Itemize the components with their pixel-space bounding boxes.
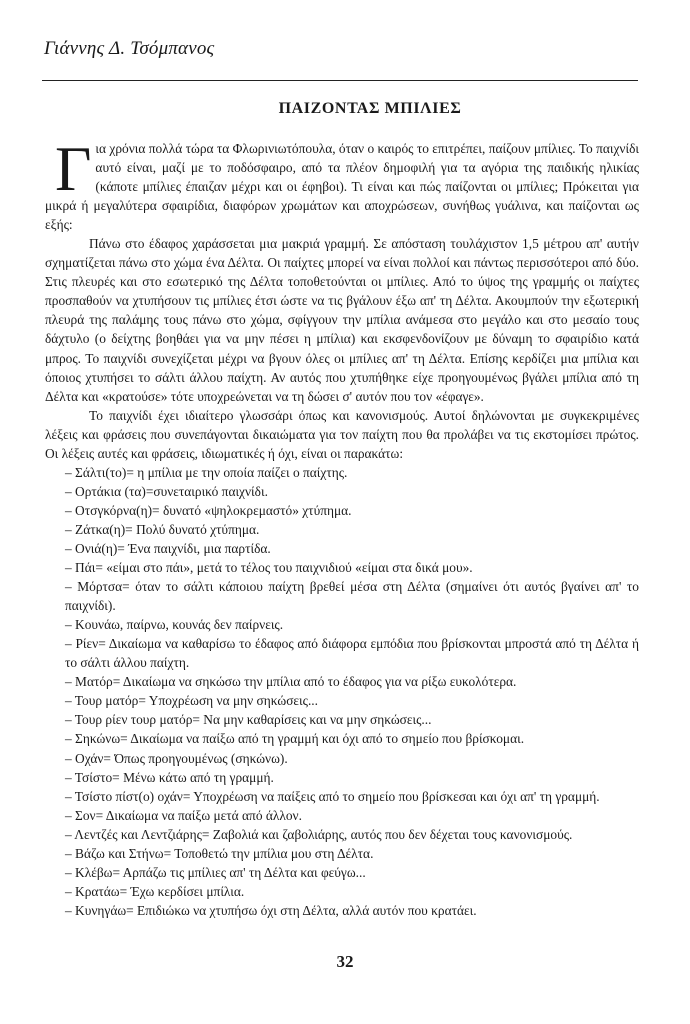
glossary-item: – Κυνηγάω= Επιδιώκω να χτυπήσω όχι στη Δέλτα, αλλά αυτόν που κρατάει. bbox=[65, 902, 477, 918]
glossary-item: – Τσίστο= Μένω κάτω από τη γραμμή. bbox=[65, 769, 274, 785]
glossary-item: – Ματόρ= Δικαίωμα να σηκώσω την μπίλια από το έδαφος για να ρίξω ευκολότερα. bbox=[65, 674, 517, 690]
header-rule bbox=[42, 80, 638, 81]
glossary-item: – Τουρ ρίεν τουρ ματόρ= Να μην καθαρίσεις και να μην σηκώσεις... bbox=[65, 712, 432, 728]
article-body bbox=[45, 120, 639, 920]
glossary-item: – Βάζω και Στήνω= Τοποθετώ την μπίλια μου στη Δέλτα. bbox=[65, 845, 374, 861]
glossary-item: – Τσίστο πίστ(ο) οχάν= Υποχρέωση να παίξεις από το σημείο που βρίσκεσαι και όχι απ' τη γραμμή. bbox=[65, 788, 600, 804]
glossary-item: – Οτσγκόρνα(η)= δυνατό «ψηλοκρεμαστό» χτύπημα. bbox=[65, 502, 352, 518]
glossary-list bbox=[45, 463, 639, 920]
running-header-author: Γιάννης Δ. Τσόμπανος bbox=[44, 38, 215, 59]
glossary-item: – Πάι= «είμαι στο πάι», μετά το τέλος του παιχνιδιού «είμαι στα δικά μου». bbox=[65, 560, 473, 576]
glossary-item: – Σηκώνω= Δικαίωμα να παίξω από τη γραμμή και όχι από το σημείο που βρίσκομαι. bbox=[65, 731, 525, 747]
page-number: 32 bbox=[336, 952, 354, 971]
glossary-item: – Κρατάω= Έχω κερδίσει μπίλια. bbox=[65, 883, 245, 899]
glossary-item: – Τουρ ματόρ= Υποχρέωση να μην σηκώσεις... bbox=[65, 693, 318, 709]
intro-text: ια χρόνια πολλά τώρα τα Φλωρινιωτόπουλα, όταν ο καιρός το επιτρέπει, παίζουν μπίλιες. Το παιχνίδι αυτό είναι, μαζί με το ποδόσφαιρο, από τα πλέον δημοφιλή για τα αγόρια της παιδικής ηλικίας (κάποτε μπίλιες έπαιζαν μέχρι και οι έφηβοι). Τι είναι και πώς παίζονται οι μπίλιες; Πρόκειται για μικρά ή μεγαλύτερα σφαιρίδια, διαφόρων χρωμάτων και αποχρώσεων, συνήθως γυάλινα, και παίζονται ως εξής: bbox=[45, 141, 639, 233]
paragraph-rules: Πάνω στο έδαφος χαράσσεται μια μακριά γραμμή. Σε απόσταση τουλάχιστον 1,5 μέτρου απ' αυτήν σχηματίζεται πάνω στο χώμα ένα Δέλτα. Οι παίχτες μπορεί να είναι πολλοί και πάντως περισσότεροι από δύο. Στις πλευρές και στο εσωτερικό της Δέλτα τοποθετούνται οι μπίλιες. Από το ύψος της γραμμής οι παίχτες προσπαθούν να χτυπήσουν τις μπίλιες έτσι ώστε να τις βγάλουν έξω απ' τη Δέλτα. Ακουμπούν την εξωτερική πλευρά της παλάμης τους πάνω στο χώμα, σφίγγουν την μπίλια ανάμεσα στο μεγάλο και στο μεσαίο τους δάχτυλο (ο δείχτης βοηθάει για να μην πέσει η μπίλια) και εκσφενδονίζουν με δύναμη το σφαιρίδιο κατά μπρος. Το παιχνίδι συνεχίζεται μέχρι να βγουν όλες οι μπίλιες απ' τη Δέλτα. Επίσης κερδίζει μια μπίλια και όποιος χτυπήσει το σάλτι άλλου παίχτη. Αν αυτός που χτυπήθηκε είχε προηγουμένως βγάλει μπίλια από τη Δέλτα και «κρατούσε» τότε υποχρεώνεται να τη δώσει σ' αυτόν που τον «έφαγε». bbox=[45, 236, 639, 404]
glossary-item: – Ονιά(η)= Ένα παιχνίδι, μια παρτίδα. bbox=[65, 540, 271, 556]
glossary-item: – Ζάτκα(η)= Πολύ δυνατό χτύπημα. bbox=[65, 521, 260, 537]
glossary-item: – Μόρτσα= όταν το σάλτι κάποιου παίχτη βρεθεί μέσα στη Δέλτα (σημαίνει ότι αυτός βγαίνει απ' το παιχνίδι). bbox=[65, 579, 639, 614]
glossary-item: – Ρίεν= Δικαίωμα να καθαρίσω το έδαφος από διάφορα εμπόδια που βρίσκονται μπροστά από τη Δέλτα ή το σάλτι άλλου παίχτη. bbox=[65, 636, 639, 671]
drop-cap: Γ bbox=[55, 134, 92, 204]
glossary-item: – Σάλτι(το)= η μπίλια με την οποία παίζει ο παίχτης. bbox=[65, 464, 348, 480]
glossary-item: – Κουνάω, παίρνω, κουνάς δεν παίρνεις. bbox=[65, 617, 284, 633]
paragraph-glossary-intro: Το παιχνίδι έχει ιδιαίτερο γλωσσάρι όπως και κανονισμούς. Αυτοί δηλώνονται με συγκεκριμένες λέξεις και φράσεις που συνεπάγονται δικαιώματα για τον παίχτη που θα προλάβει να τις εκστομίσει πρώτος. Οι λέξεις αυτές και φράσεις, ιδιωματικές ή όχι, είναι οι παρακάτω: bbox=[45, 407, 639, 461]
intro-paragraph bbox=[45, 120, 639, 234]
article-title: ΠΑΙΖΟΝΤΑΣ ΜΠΙΛΙΕΣ bbox=[278, 100, 462, 117]
glossary-item: – Λεντζές και Λεντζιάρης= Ζαβολιά και ζαβολιάρης, αυτός που δεν δέχεται τους κανονισμούς. bbox=[65, 826, 573, 842]
glossary-item: – Σον= Δικαίωμα να παίξω μετά από άλλον. bbox=[65, 807, 302, 823]
glossary-item: – Ορτάκια (τα)=συνεταιρικό παιχνίδι. bbox=[65, 483, 268, 499]
glossary-item: – Κλέβω= Αρπάζω τις μπίλιες απ' τη Δέλτα και φεύγω... bbox=[65, 864, 366, 880]
glossary-item: – Οχάν= Όπως προηγουμένως (σηκώνω). bbox=[65, 750, 288, 766]
